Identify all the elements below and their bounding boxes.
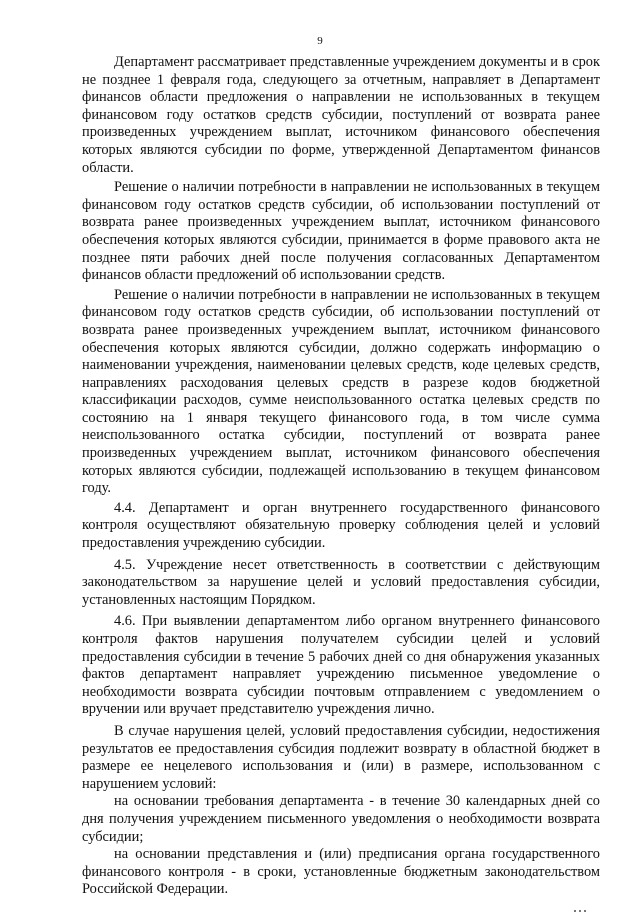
paragraph-clause-4-5: 4.5. Учреждение несет ответственность в соответствии с действующим законодательством за нарушение целей и условий предоставления субсидии, установленных настоящим Порядком. bbox=[82, 556, 600, 608]
paragraph-department-proposals: Департамент рассматривает представленные учреждением документы и в срок не позднее 1 февраля года, следующего за отчетным, направляет в Департамент финансов области предложения о направлении не использованных в текущем финансовом году остатков средств субсидии, поступлений от возврата ранее произведенных учреждением выплат, источником финансового обеспечения которых являются субсидии по форме, утвержденной Департаментом финансов области. bbox=[82, 54, 600, 176]
document-body bbox=[82, 54, 600, 899]
paragraph-return-on-demand: на основании требования департамента - в течение 30 календарных дней со дня получения учреждением письменного уведомления о необходимости возврата субсидии; bbox=[82, 793, 600, 845]
paragraph-clause-4-6: 4.6. При выявлении департаментом либо органом внутреннего финансового контроля фактов нарушения получателем субсидии целей и условий предоставления субсидии в течение 5 рабочих дней со дня обнаружения указанных фактов департамент направляет учреждению письменное уведомление о необходимости возврата субсидии почтовым отправлением с уведомлением о вручении или вручает представителю учреждения лично. bbox=[82, 613, 600, 718]
scan-mark bbox=[574, 899, 592, 901]
paragraph-decision-content: Решение о наличии потребности в направлении не использованных в текущем финансовом году остатков средств субсидии, об использовании поступлений от возврата ранее произведенных учреждением выплат, источником финансового обеспечения которых являются субсидии, должно содержать информацию о наименовании учреждения, наименовании целевых средств, коде целевых средств, направлениях расходования целевых средств в разрезе кодов бюджетной классификации расходов, сумме неиспользованного остатка целевых средств по состоянию на 1 января текущего финансового года, в том числе сумма неиспользованного остатка субсидии, поступлений от возврата ранее произведенных учреждением выплат, источником финансового обеспечения которых являются субсидии, подлежащей использованию в текущем финансовом году. bbox=[82, 286, 600, 497]
paragraph-decision-form: Решение о наличии потребности в направлении не использованных в текущем финансовом году остатков средств субсидии, об использовании поступлений от возврата ранее произведенных учреждением выплат, источником финансового обеспечения которых являются субсидии, принимается в форме правового акта не позднее пяти рабочих дней после получения согласованных Департаментом финансов области предложений об использовании средств. bbox=[82, 179, 600, 284]
paragraph-return-on-control: на основании представления и (или) предписания органа государственного финансового контроля - в сроки, установленные бюджетным законодательством Российской Федерации. bbox=[82, 846, 600, 898]
paragraph-clause-4-4: 4.4. Департамент и орган внутреннего государственного финансового контроля осуществляют обязательную проверку соблюдения целей и условий предоставления учреждению субсидии. bbox=[82, 499, 600, 552]
paragraph-violation-return: В случае нарушения целей, условий предоставления субсидии, недостижения результатов ее предоставления субсидия подлежит возврату в областной бюджет в размере ее нецелевого использования и (или) в размере, использованном с нарушением условий: bbox=[82, 722, 600, 792]
page-number: 9 bbox=[317, 35, 323, 47]
